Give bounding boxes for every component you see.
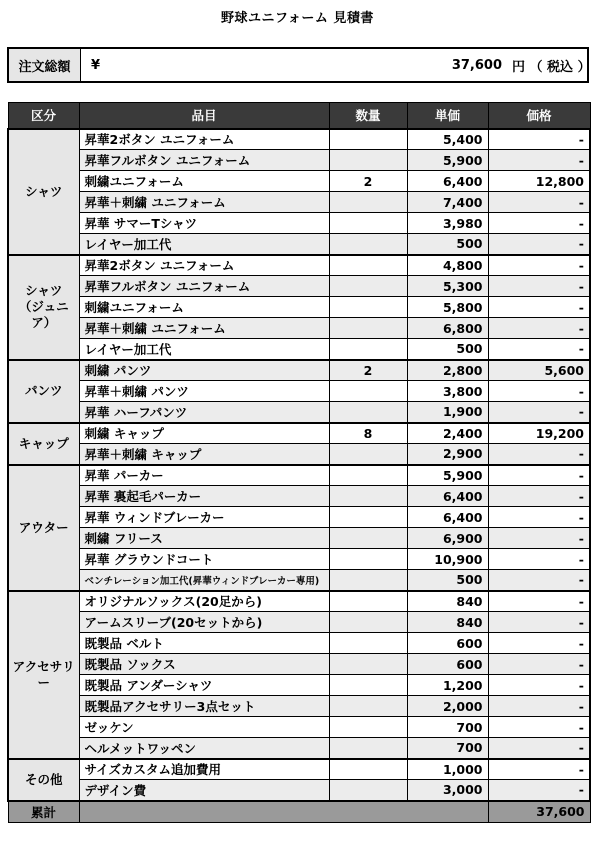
table-row <box>8 759 590 780</box>
quantity-cell <box>329 507 407 528</box>
unit-price-cell: 5,400 <box>407 129 488 150</box>
table-row <box>8 570 590 591</box>
price-cell: - <box>488 549 590 570</box>
table-row <box>8 150 590 171</box>
price-cell: - <box>488 402 590 423</box>
price-cell: - <box>488 612 590 633</box>
quantity-cell <box>329 381 407 402</box>
estimate-table <box>7 102 591 823</box>
unit-price-cell: 4,800 <box>407 255 488 276</box>
table-row <box>8 444 590 465</box>
price-cell: - <box>488 738 590 759</box>
item-name-cell: 既製品 ベルト <box>79 633 329 654</box>
quantity-cell <box>329 654 407 675</box>
table-row <box>8 192 590 213</box>
quantity-cell <box>329 633 407 654</box>
table-row <box>8 402 590 423</box>
table-row <box>8 213 590 234</box>
item-name-cell: レイヤー加工代 <box>79 339 329 360</box>
item-name-cell: レイヤー加工代 <box>79 234 329 255</box>
item-name-cell: サイズカスタム追加費用 <box>79 759 329 780</box>
price-cell: 19,200 <box>488 423 590 444</box>
category-cell: その他 <box>8 759 79 801</box>
grand-total-row <box>8 801 590 823</box>
unit-price-cell: 6,400 <box>407 171 488 192</box>
header-price: 価格 <box>488 103 590 129</box>
price-cell: 12,800 <box>488 171 590 192</box>
price-cell: - <box>488 276 590 297</box>
table-row <box>8 696 590 717</box>
quantity-cell <box>329 486 407 507</box>
table-row <box>8 528 590 549</box>
item-name-cell: 既製品 アンダーシャツ <box>79 675 329 696</box>
quantity-cell: 2 <box>329 360 407 381</box>
quantity-cell <box>329 213 407 234</box>
unit-price-cell: 5,300 <box>407 276 488 297</box>
table-row <box>8 381 590 402</box>
price-cell: - <box>488 696 590 717</box>
price-cell: - <box>488 255 590 276</box>
table-row <box>8 423 590 444</box>
price-cell: - <box>488 759 590 780</box>
item-name-cell: デザイン費 <box>79 780 329 801</box>
unit-price-cell: 2,900 <box>407 444 488 465</box>
price-cell: - <box>488 591 590 612</box>
order-total-label: 注文総額 <box>9 49 81 81</box>
table-row <box>8 654 590 675</box>
quantity-cell <box>329 297 407 318</box>
unit-price-cell: 1,200 <box>407 675 488 696</box>
table-row <box>8 276 590 297</box>
unit-price-cell: 5,800 <box>407 297 488 318</box>
order-total-unit: 円 （ 税込 ） <box>512 59 591 75</box>
table-row <box>8 297 590 318</box>
grand-total-label: 累計 <box>8 801 79 823</box>
price-cell: - <box>488 780 590 801</box>
price-cell: - <box>488 654 590 675</box>
table-row <box>8 675 590 696</box>
unit-price-cell: 2,800 <box>407 360 488 381</box>
quantity-cell <box>329 528 407 549</box>
quantity-cell <box>329 570 407 591</box>
item-name-cell: 刺繍 キャップ <box>79 423 329 444</box>
item-name-cell: 既製品アクセサリー3点セット <box>79 696 329 717</box>
item-name-cell: ベンチレーション加工代(昇華ウィンドブレーカー専用) <box>79 570 329 591</box>
price-cell: - <box>488 633 590 654</box>
unit-price-cell: 500 <box>407 570 488 591</box>
order-total-amount: 37,600 <box>451 57 502 73</box>
item-name-cell: 昇華＋刺繍 ユニフォーム <box>79 192 329 213</box>
item-name-cell: 昇華＋刺繍 キャップ <box>79 444 329 465</box>
table-row <box>8 633 590 654</box>
item-name-cell: ゼッケン <box>79 717 329 738</box>
unit-price-cell: 6,400 <box>407 507 488 528</box>
header-unit-price: 単価 <box>407 103 488 129</box>
quantity-cell <box>329 465 407 486</box>
item-name-cell: アームスリーブ(20セットから) <box>79 612 329 633</box>
table-header-row <box>8 103 590 129</box>
unit-price-cell: 3,980 <box>407 213 488 234</box>
item-name-cell: 昇華フルボタン ユニフォーム <box>79 150 329 171</box>
item-name-cell: 昇華 グラウンドコート <box>79 549 329 570</box>
unit-price-cell: 840 <box>407 591 488 612</box>
quantity-cell <box>329 675 407 696</box>
quantity-cell <box>329 549 407 570</box>
quantity-cell <box>329 276 407 297</box>
quantity-cell <box>329 318 407 339</box>
item-name-cell: ヘルメットワッペン <box>79 738 329 759</box>
item-name-cell: 既製品 ソックス <box>79 654 329 675</box>
item-name-cell: 昇華フルボタン ユニフォーム <box>79 276 329 297</box>
unit-price-cell: 2,400 <box>407 423 488 444</box>
price-cell: 5,600 <box>488 360 590 381</box>
table-row <box>8 780 590 801</box>
unit-price-cell: 1,000 <box>407 759 488 780</box>
price-cell: - <box>488 192 590 213</box>
table-row <box>8 549 590 570</box>
item-name-cell: 昇華 サマーTシャツ <box>79 213 329 234</box>
unit-price-cell: 3,800 <box>407 381 488 402</box>
price-cell: - <box>488 150 590 171</box>
unit-price-cell: 700 <box>407 738 488 759</box>
unit-price-cell: 1,900 <box>407 402 488 423</box>
quantity-cell <box>329 255 407 276</box>
header-qty: 数量 <box>329 103 407 129</box>
unit-price-cell: 10,900 <box>407 549 488 570</box>
unit-price-cell: 700 <box>407 717 488 738</box>
price-cell: - <box>488 339 590 360</box>
header-item: 品目 <box>79 103 329 129</box>
item-name-cell: 昇華＋刺繍 パンツ <box>79 381 329 402</box>
price-cell: - <box>488 234 590 255</box>
table-row <box>8 318 590 339</box>
unit-price-cell: 600 <box>407 654 488 675</box>
quantity-cell: 8 <box>329 423 407 444</box>
quantity-cell <box>329 444 407 465</box>
table-row <box>8 591 590 612</box>
item-name-cell: 刺繍ユニフォーム <box>79 297 329 318</box>
price-cell: - <box>488 297 590 318</box>
unit-price-cell: 500 <box>407 234 488 255</box>
grand-total-value: 37,600 <box>488 801 590 823</box>
unit-price-cell: 2,000 <box>407 696 488 717</box>
quantity-cell <box>329 591 407 612</box>
unit-price-cell: 600 <box>407 633 488 654</box>
quantity-cell <box>329 717 407 738</box>
table-row <box>8 339 590 360</box>
unit-price-cell: 500 <box>407 339 488 360</box>
document-title: 野球ユニフォーム 見積書 <box>221 11 374 26</box>
quantity-cell <box>329 192 407 213</box>
item-name-cell: 刺繍 フリース <box>79 528 329 549</box>
item-name-cell: 昇華2ボタン ユニフォーム <box>79 255 329 276</box>
unit-price-cell: 3,000 <box>407 780 488 801</box>
quantity-cell <box>329 738 407 759</box>
table-row <box>8 486 590 507</box>
table-row <box>8 738 590 759</box>
unit-price-cell: 6,800 <box>407 318 488 339</box>
item-name-cell: 昇華 裏起毛パーカー <box>79 486 329 507</box>
category-cell: アウター <box>8 465 79 591</box>
item-name-cell: 昇華2ボタン ユニフォーム <box>79 129 329 150</box>
quantity-cell: 2 <box>329 171 407 192</box>
price-cell: - <box>488 486 590 507</box>
order-total-box <box>7 47 589 83</box>
price-cell: - <box>488 570 590 591</box>
table-row <box>8 717 590 738</box>
table-row <box>8 465 590 486</box>
price-cell: - <box>488 717 590 738</box>
quantity-cell <box>329 402 407 423</box>
item-name-cell: オリジナルソックス(20足から) <box>79 591 329 612</box>
table-row <box>8 360 590 381</box>
price-cell: - <box>488 318 590 339</box>
category-cell: シャツ （ジュニア） <box>8 255 79 360</box>
item-name-cell: 昇華 ハーフパンツ <box>79 402 329 423</box>
quantity-cell <box>329 759 407 780</box>
unit-price-cell: 6,900 <box>407 528 488 549</box>
table-row <box>8 612 590 633</box>
table-row <box>8 255 590 276</box>
header-category: 区分 <box>8 103 79 129</box>
category-cell: パンツ <box>8 360 79 423</box>
quantity-cell <box>329 234 407 255</box>
price-cell: - <box>488 444 590 465</box>
quantity-cell <box>329 150 407 171</box>
price-cell: - <box>488 213 590 234</box>
price-cell: - <box>488 675 590 696</box>
table-row <box>8 234 590 255</box>
unit-price-cell: 5,900 <box>407 150 488 171</box>
table-row <box>8 129 590 150</box>
category-cell: シャツ <box>8 129 79 255</box>
quantity-cell <box>329 339 407 360</box>
unit-price-cell: 7,400 <box>407 192 488 213</box>
quantity-cell <box>329 780 407 801</box>
currency-symbol: ¥ <box>91 57 101 73</box>
table-row <box>8 171 590 192</box>
item-name-cell: 昇華 パーカー <box>79 465 329 486</box>
table-body <box>8 129 590 801</box>
unit-price-cell: 5,900 <box>407 465 488 486</box>
price-cell: - <box>488 129 590 150</box>
unit-price-cell: 840 <box>407 612 488 633</box>
item-name-cell: 昇華＋刺繍 ユニフォーム <box>79 318 329 339</box>
quantity-cell <box>329 129 407 150</box>
grand-total-spacer <box>79 801 488 823</box>
price-cell: - <box>488 465 590 486</box>
price-cell: - <box>488 381 590 402</box>
item-name-cell: 刺繍 パンツ <box>79 360 329 381</box>
category-cell: キャップ <box>8 423 79 465</box>
quantity-cell <box>329 696 407 717</box>
price-cell: - <box>488 507 590 528</box>
item-name-cell: 刺繍ユニフォーム <box>79 171 329 192</box>
quantity-cell <box>329 612 407 633</box>
category-cell: アクセサリー <box>8 591 79 759</box>
table-row <box>8 507 590 528</box>
price-cell: - <box>488 528 590 549</box>
unit-price-cell: 6,400 <box>407 486 488 507</box>
item-name-cell: 昇華 ウィンドブレーカー <box>79 507 329 528</box>
